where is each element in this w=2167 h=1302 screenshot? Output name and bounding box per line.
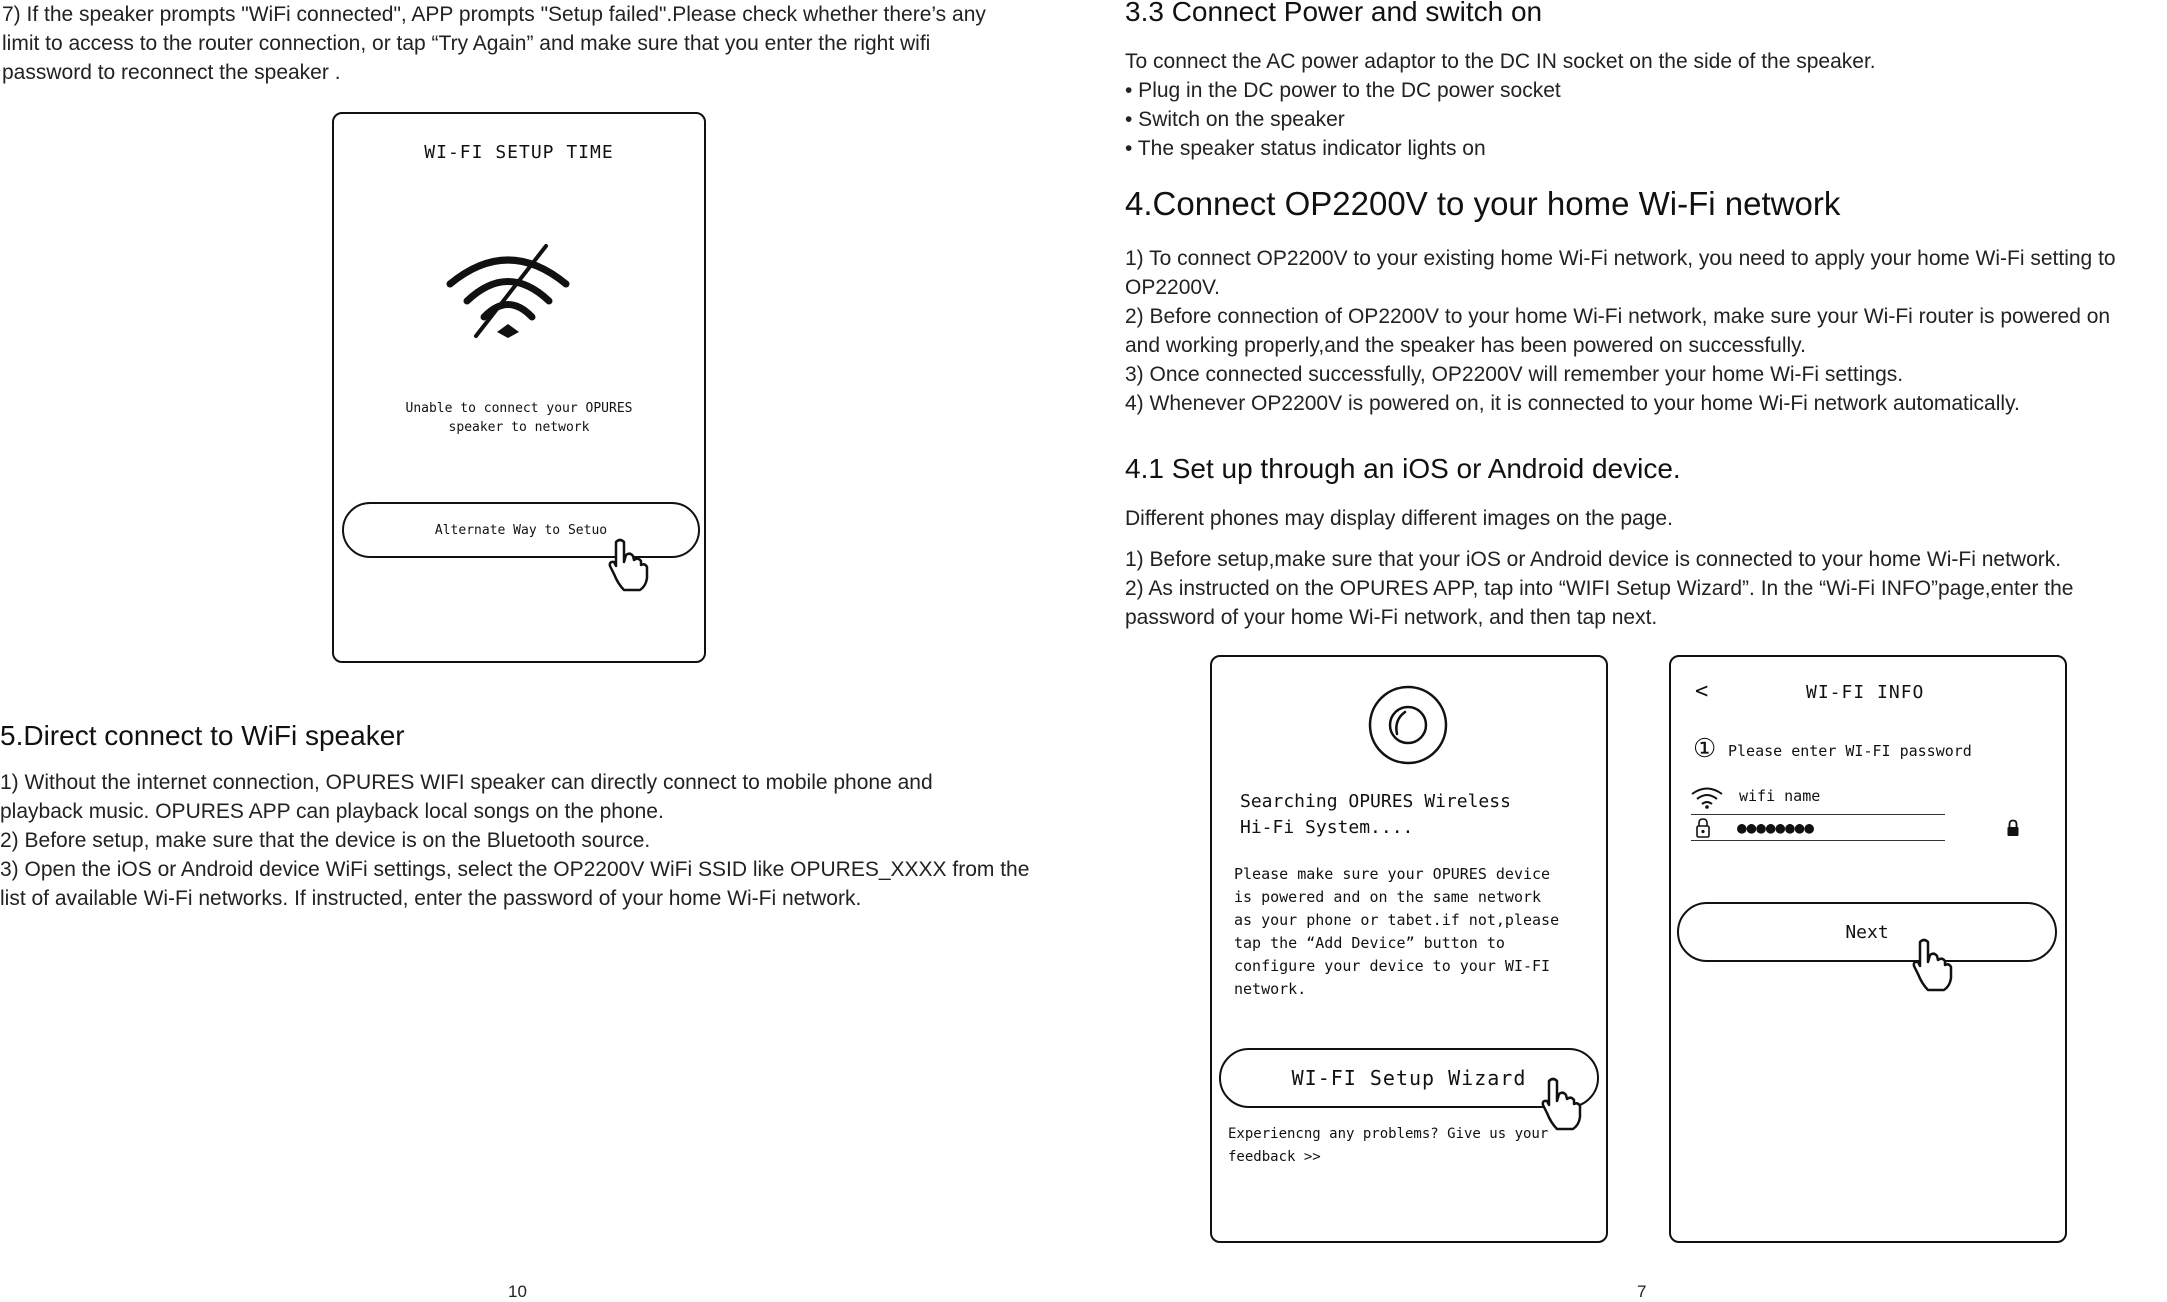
text-line: • Plug in the DC power to the DC power socket xyxy=(1125,79,1561,102)
section-4-1-note xyxy=(1125,504,1673,533)
text-line: 3) Open the iOS or Android device WiFi settings, select the OP2200V WiFi SSID like OPURES_XXXX from the xyxy=(0,858,1030,881)
button-label: Alternate Way to Setuo xyxy=(434,522,608,538)
text-line: 2) Before connection of OP2200V to your home Wi-Fi network, make sure your Wi-Fi router is powered on xyxy=(1125,305,2111,328)
text-line: Different phones may display different images on the page. xyxy=(1125,507,1673,530)
searching-text xyxy=(1240,789,1511,841)
instruction-line: is powered and on the same network xyxy=(1234,888,1542,906)
section-4 xyxy=(1125,184,1840,224)
text-line: 1) Without the internet connection, OPURES WIFI speaker can directly connect to mobile phone and xyxy=(0,771,933,794)
section-4-1 xyxy=(1125,451,1681,487)
next-button[interactable] xyxy=(1677,902,2057,962)
tap-hand-icon xyxy=(1910,938,1956,992)
page-number: 7 xyxy=(1637,1282,1647,1301)
feedback-line: Experiencng any problems? Give us your xyxy=(1228,1126,1549,1142)
text-line: limit to access to the router connection, or tap “Try Again” and make sure that you enter the right wifi xyxy=(2,32,931,55)
step7-paragraph xyxy=(2,0,986,87)
speaker-icon xyxy=(1367,684,1449,766)
page-number: 10 xyxy=(508,1282,527,1301)
text-line: list of available Wi-Fi networks. If instructed, enter the password of your home Wi-Fi network. xyxy=(0,887,862,910)
instruction-line: network. xyxy=(1234,980,1307,998)
button-label: WI-FI Setup Wizard xyxy=(1291,1066,1527,1090)
step-marker: ① xyxy=(1693,734,1717,764)
wifi-name-field[interactable]: wifi name xyxy=(1739,787,1821,805)
section-5 xyxy=(0,718,405,754)
instruction-text xyxy=(1234,863,1559,1001)
back-button[interactable]: < xyxy=(1695,679,1709,704)
instruction-line: tap the “Add Device” button to xyxy=(1234,934,1505,952)
wifi-icon xyxy=(1690,785,1724,809)
text-line: • Switch on the speaker xyxy=(1125,108,1345,131)
lock-icon xyxy=(2006,819,2020,837)
text-line: 7) If the speaker prompts "WiFi connected", APP prompts "Setup failed".Please check whether there’s any xyxy=(2,3,986,26)
button-label: Next xyxy=(1845,921,1889,943)
error-line: Unable to connect your OPURES xyxy=(405,401,633,416)
feedback-line: feedback >> xyxy=(1228,1149,1321,1165)
section-heading: 5.Direct connect to WiFi speaker xyxy=(0,720,405,751)
instruction-line: Please make sure your OPURES device xyxy=(1234,865,1551,883)
text-line: 3) Once connected successfully, OP2200V will remember your home Wi-Fi settings. xyxy=(1125,363,1904,386)
section-4-1-body xyxy=(1125,545,2074,632)
text-line: password of your home Wi-Fi network, and then tap next. xyxy=(1125,606,1658,629)
instruction-line: configure your device to your WI-FI xyxy=(1234,957,1551,975)
text-line: 1) Before setup,make sure that your iOS or Android device is connected to your home Wi-Fi network. xyxy=(1125,548,2062,571)
section-heading: 4.1 Set up through an iOS or Android device. xyxy=(1125,453,1681,484)
wifi-name-underline xyxy=(1691,814,1945,815)
searching-line: Searching OPURES Wireless xyxy=(1240,791,1511,812)
instruction-line: as your phone or tabet.if not,please xyxy=(1234,911,1560,929)
error-message xyxy=(334,399,704,437)
phone-title: WI-FI SETUP TIME xyxy=(424,142,614,163)
section-heading: 3.3 Connect Power and switch on xyxy=(1125,0,1543,27)
password-instruction: Please enter WI-FI password xyxy=(1728,742,1972,760)
error-line: speaker to network xyxy=(448,420,590,435)
section-3-3 xyxy=(1125,0,1542,30)
screen-title: WI-FI INFO xyxy=(1806,682,1925,703)
feedback-text[interactable] xyxy=(1228,1123,1548,1169)
tap-hand-icon xyxy=(606,538,652,592)
section-heading: 4.Connect OP2200V to your home Wi-Fi network xyxy=(1125,185,1841,222)
text-line: playback music. OPURES APP can playback local songs on the phone. xyxy=(0,800,664,823)
text-line: 1) To connect OP2200V to your existing home Wi-Fi network, you need to apply your home Wi-Fi setting to xyxy=(1125,247,2116,270)
text-line: 2) As instructed on the OPURES APP, tap into “WIFI Setup Wizard”. In the “Wi-Fi INFO”page,enter the xyxy=(1125,577,2074,600)
tap-hand-icon xyxy=(1539,1077,1585,1131)
text-line: password to reconnect the speaker . xyxy=(2,61,341,84)
searching-line: Hi-Fi System.... xyxy=(1240,817,1414,838)
password-underline xyxy=(1691,840,1945,841)
wifi-off-icon xyxy=(446,244,571,339)
phone-searching xyxy=(1210,655,1608,1243)
text-line: 2) Before setup, make sure that the device is on the Bluetooth source. xyxy=(0,829,651,852)
text-line: and working properly,and the speaker has been powered on successfully. xyxy=(1125,334,1806,357)
password-field[interactable]: ●●●●●●●● xyxy=(1737,818,1815,837)
text-line: OP2200V. xyxy=(1125,276,1220,299)
text-line: • The speaker status indicator lights on xyxy=(1125,137,1486,160)
lock-icon xyxy=(1695,817,1711,839)
section-5-body xyxy=(0,768,1029,913)
section-4-body xyxy=(1125,244,2116,418)
section-3-3-body xyxy=(1125,47,1876,163)
text-line: 4) Whenever OP2200V is powered on, it is connected to your home Wi-Fi network automatically. xyxy=(1125,392,2020,415)
text-line: To connect the AC power adaptor to the DC IN socket on the side of the speaker. xyxy=(1125,50,1876,73)
